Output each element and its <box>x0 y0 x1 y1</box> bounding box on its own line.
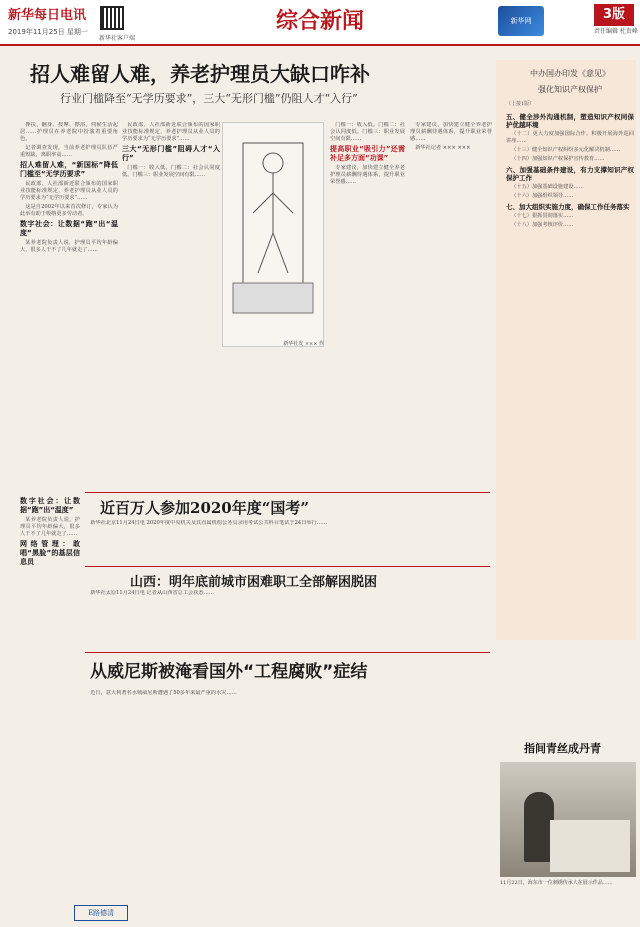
paragraph: 新华社太原11月24日电 记者从山西省总工会获悉…… <box>90 590 214 596</box>
cartoon-drawing <box>223 123 323 323</box>
paragraph: 这是自2002年以来首次修订，专家认为此举有助于吸纳更多劳动者。 <box>20 204 118 217</box>
lead-column-2 <box>122 122 220 492</box>
paragraph: 记者调查发现，当前养老护理员队伍严重短缺，离职率高…… <box>20 145 118 158</box>
left-subtitle: 网络管理：敢唱“黑脸”的基层信息员 <box>20 540 80 566</box>
feature-caption: 11月22日，海东市一位刺绣传承人在展示作品…… <box>500 880 613 886</box>
sidebar-title: 中办国办印发《意见》 <box>530 69 610 78</box>
paragraph: 新华社北京11月24日电 2020年度中央机关及其直属机构公务员录用考试公共科目笔试于24日举行…… <box>90 520 328 526</box>
sidebar-note: （上接1版） <box>506 101 535 107</box>
paragraph: （十六）加强组织领导…… <box>511 193 574 199</box>
sponsor-logo: E路德清 <box>74 905 128 921</box>
lead-subtitle: 数字社会：让数据“跑”出“温度” <box>20 220 118 237</box>
paragraph: 某养老院负责人说，护理员平均年龄偏大，很多人干不了几年就走了…… <box>20 240 118 253</box>
photo-embroidery <box>550 820 630 872</box>
masthead <box>0 0 640 46</box>
paragraph: （十三）健全知识产权纠纷多元化解决机制…… <box>511 147 621 153</box>
paragraph: （十五）加强基础设施建设…… <box>511 184 584 190</box>
left-column <box>20 495 80 895</box>
lead-subtitle: 招人难留人难，“新国标”降低门槛至“无学历要求” <box>20 161 118 178</box>
feature-headline: 指间青丝成丹青 <box>524 742 601 755</box>
paragraph: 搀扶、翻身、按摩、擦浴、伺候生活起居……护理员在养老院中扮演着重要角色。 <box>20 122 118 142</box>
paragraph: 专家建议，加快建立健全养老护理员薪酬待遇体系，提升职业荣誉感…… <box>410 122 492 142</box>
divider <box>85 566 490 567</box>
lead-column-3 <box>330 122 405 492</box>
story2-headline: 近百万人参加2020年度“国考” <box>100 499 310 517</box>
cartoon-caption: 新华社发 ××× 作 <box>283 341 324 347</box>
editor-credit: 责任编辑 杜贵峰 <box>594 28 638 35</box>
byline: 新华社记者 ××× ××× <box>415 145 471 151</box>
newspaper-logo: 新华每日电讯 <box>8 8 87 23</box>
paragraph: 某养老院负责人说，护理员平均年龄偏大，很多人干不了几年就走了…… <box>20 517 80 537</box>
issue-date: 2019年11月25日 星期一 <box>8 28 88 36</box>
app-logo: 新华网 <box>498 6 544 36</box>
cartoon-illustration <box>222 122 324 347</box>
sidebar-section: 五、健全涉外沟通机制，塑造知识产权同保护优越环境 <box>506 113 634 129</box>
page-number: 3版 <box>594 4 634 26</box>
lead-subhead: 行业门槛降至“无学历要求”，三大“无形门槛”仍阻人才“入行” <box>60 92 358 105</box>
qr-code-icon <box>100 6 124 30</box>
paragraph: （十四）加强知识产权保护宣传教育…… <box>511 156 605 162</box>
paragraph: 近日，意大利著名水城威尼斯遭遇了50多年来最严重的水灾…… <box>90 690 237 696</box>
paragraph: 专家建议，加快建立健全养老护理员薪酬待遇体系，提升职业荣誉感…… <box>330 165 405 185</box>
paragraph: 门槛一：收入低。门槛二：社会认同度低。门槛三：职业发展空间有限…… <box>330 122 405 142</box>
story4-headline: 从威尼斯被淹看国外“工程腐败”症结 <box>90 662 368 682</box>
divider <box>85 652 490 653</box>
paragraph: 民政部、人社部新近联合颁布的国家职业技能标准规定，养老护理员从业人员的学历要求为“无学历要求”…… <box>20 181 118 201</box>
divider <box>85 492 490 493</box>
lead-column-4 <box>410 122 492 492</box>
paragraph: （十二）更大力度加强国际合作。积极开展海外巡回讲座…… <box>506 131 634 144</box>
story2-body <box>85 520 490 565</box>
feature-photo <box>500 762 636 877</box>
lead-subtitle: 三大“无形门槛”阻碍人才“入行” <box>122 145 220 162</box>
lead-headline: 招人难留人难，养老护理员大缺口咋补 <box>30 62 370 86</box>
left-subtitle: 数字社会：让数据“跑”出“温度” <box>20 497 80 514</box>
paragraph: 民政部、人社部新近联合颁布的国家职业技能标准规定，养老护理员从业人员的学历要求为“无学历要求”…… <box>122 122 220 142</box>
paragraph: 门槛一：收入低。门槛二：社会认同度低。门槛三：职业发展空间有限…… <box>122 165 220 178</box>
lead-subtitle: 提高职业“吸引力”还需补足多方面“功课” <box>330 145 405 162</box>
story4-body <box>85 690 490 900</box>
story3-headline: 山西：明年底前城市困难职工全部解困脱困 <box>130 575 378 590</box>
sidebar-section: 六、加强基础条件建设，有力支撑知识产权保护工作 <box>506 166 634 182</box>
lead-column-1 <box>20 122 118 492</box>
paragraph: （十七）狠抓贯彻落实…… <box>511 213 574 219</box>
qr-label: 新华社客户端 <box>98 35 135 42</box>
sidebar-title-2: 强化知识产权保护 <box>538 85 602 94</box>
story3-body <box>85 590 490 650</box>
paragraph: （十八）加强考核评价…… <box>511 222 574 228</box>
section-title: 综合新闻 <box>275 8 364 34</box>
sidebar-section: 七、加大组织实施力度，确保工作任务落实 <box>506 203 630 211</box>
sidebar-body <box>506 110 634 630</box>
